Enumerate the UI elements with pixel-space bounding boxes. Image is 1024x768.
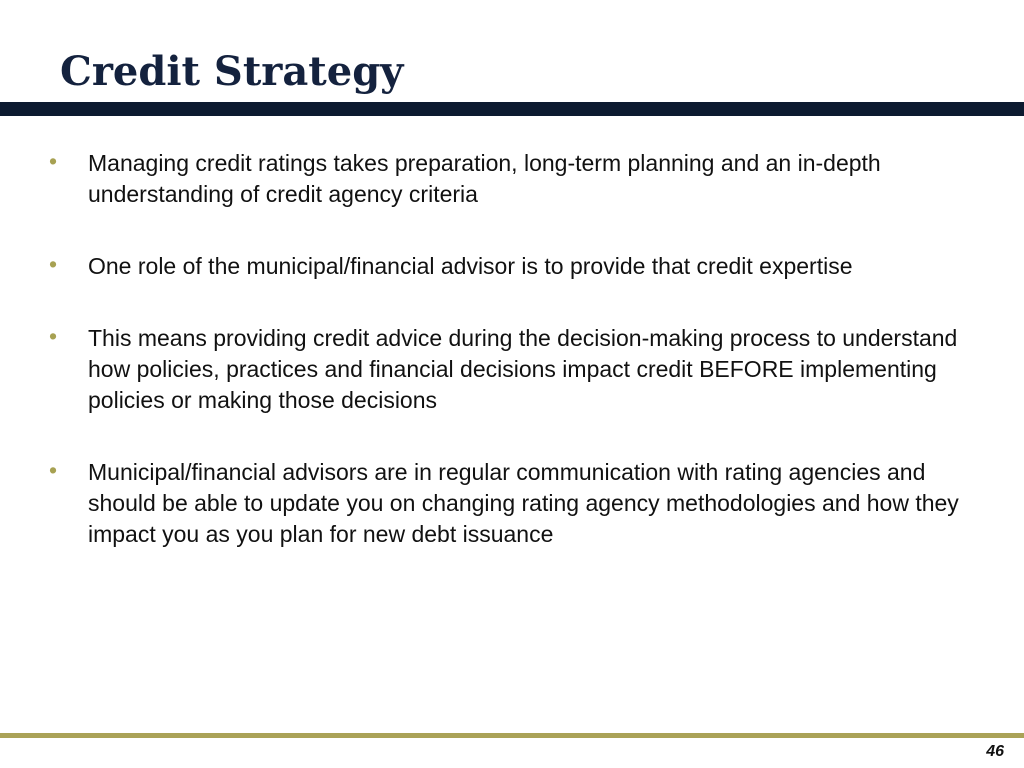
slide-title: Credit Strategy (60, 48, 404, 95)
bullet-icon: • (49, 323, 58, 349)
bullet-text: Managing credit ratings takes preparation, long-term planning and an in-depth understanding of credit agency criteria (88, 150, 881, 207)
bullet-item (44, 251, 964, 282)
bullet-list (44, 148, 964, 591)
bullet-text: This means providing credit advice during the decision-making process to understand how policies, practices and financial decisions impact credit BEFORE implementing policies or making those decisions (88, 325, 958, 413)
bullet-text: Municipal/financial advisors are in regular communication with rating agencies and should be able to update you on changing rating agency methodologies and how they impact you as you plan for new debt issuance (88, 459, 959, 547)
bullet-item (44, 457, 964, 550)
title-divider (0, 102, 1024, 116)
bullet-item (44, 148, 964, 210)
bullet-item (44, 323, 964, 416)
page-number: 46 (986, 743, 1004, 760)
footer-divider (0, 733, 1024, 738)
bullet-icon: • (49, 148, 58, 174)
bullet-icon: • (49, 457, 58, 483)
bullet-text: One role of the municipal/financial advisor is to provide that credit expertise (88, 253, 853, 279)
bullet-icon: • (49, 251, 58, 277)
